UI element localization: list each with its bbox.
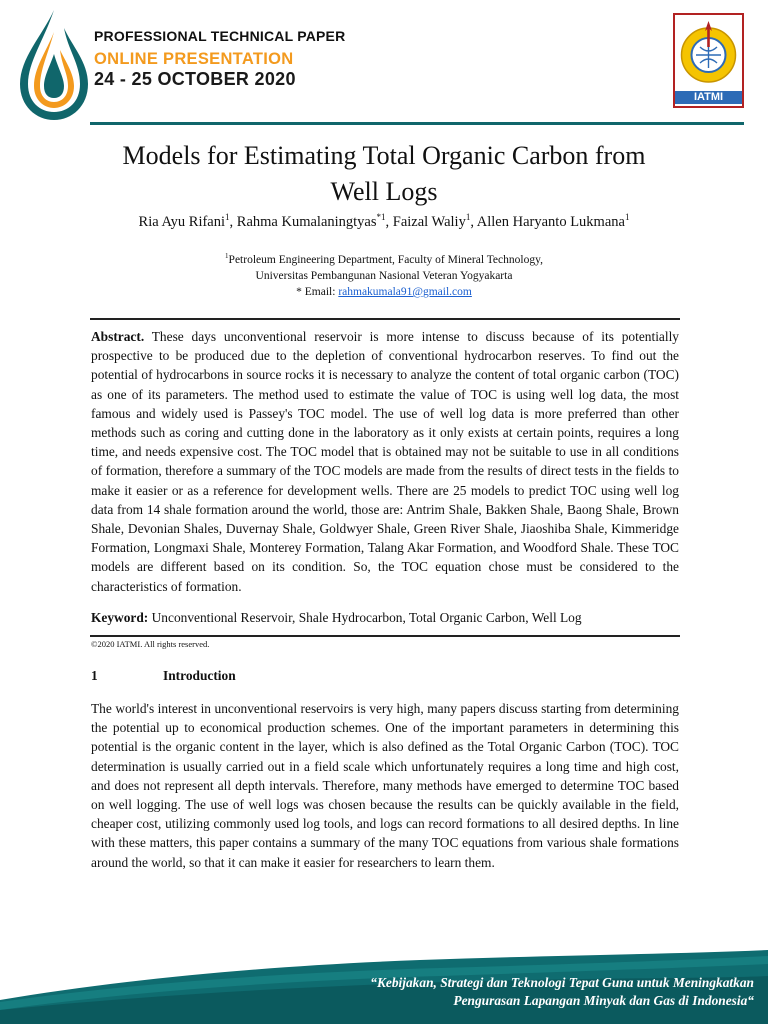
affiliation-mark: 1 — [225, 252, 229, 260]
author-name: Rahma Kumalaningtyas — [236, 213, 377, 230]
paper-title-line2: Well Logs — [330, 177, 438, 206]
keyword-text: Unconventional Reservoir, Shale Hydrocarbon, Total Organic Carbon, Well Log — [151, 610, 582, 625]
conference-banner — [94, 28, 345, 90]
author-affil-mark: 1 — [225, 212, 230, 222]
abstract — [91, 327, 679, 596]
section-heading — [91, 668, 236, 684]
iatmi-logo — [673, 13, 744, 108]
header-divider — [90, 122, 744, 125]
conference-drop-logo-icon — [14, 6, 94, 122]
abstract-label: Abstract. — [91, 329, 145, 344]
section-number: 1 — [91, 668, 98, 683]
abstract-text: These days unconventional reservoir is more intense to discuss because of its potentially prospective to be produced due to the depletion of conventional hydrocarbon reserves. To find out the potential of hydrocarbons in source rocks it is necessary to analyze the content of total organic carbon (TOC) as one of its parameters. The method used to estimate the value of TOC is using well log data, the most famous and widely used is Passey's TOC model. The use of well log data is more preferred than other methods such as coring and cutting done in the laboratory as it only exists at certain points, requires a long time, and needs expensive cost. The TOC model that is obtained may not be suitable to use in all conditions of formation, therefore a summary of the TOC models are made from the results of direct tests in the fields to make it easier or as a reference for development wells. There are 25 models to predict TOC using well log data from 14 shale formation around the world, those are: Antrim Shale, Bakken Shale, Baong Shale, Brown Shale, Devonian Shales, Duvernay Shale, Goldwyer Shale, Green River Shale, Jiaoshiba Shale, Kimmeridge Formation, Longmaxi Shale, Monterey Formation, Talang Akar Formation, and Woodford Shale. These TOC models are different based on its condition. So, the TOC equation chose must be considered to the characteristics of formation. — [91, 329, 679, 594]
affiliation-block — [40, 248, 728, 300]
author-affil-mark: 1 — [465, 212, 471, 222]
footer-motto — [370, 974, 754, 1010]
abstract-top-rule — [90, 318, 680, 320]
page-header — [0, 0, 768, 126]
introduction-text: The world's interest in unconventional reservoirs is very high, many papers discuss starting from determining the potential up to economical production schemes. One of the important parameters in determining this potential is the organic content in the layer, which is also defined as the Total Organic Carbon (TOC). TOC determination is usually carried out in a field scale which unfortunately requires a long time and high cost, and does not represent all depth intervals. Therefore, many methods have emerged to determine TOC based on well logging. The use of well logs was chosen because the results can be quickly available in the field, cheaper cost, utilizing commonly used log tools, and logs can record formations to all desired depths. In line with these matters, this paper contains a summary of the many TOC equations from various shale formations around the world, so that it can make it easier for researchers to learn them. — [91, 701, 679, 870]
copyright-notice: ©2020 IATMI. All rights reserved. — [91, 639, 210, 649]
iatmi-emblem-icon — [675, 17, 742, 93]
paper-title — [40, 138, 728, 210]
author-list: Ria Ayu Rifani$^1$, Rahma Kumalaningtyas$^{*1}$, Faizal Waliy$^1$, Allen Haryanto Lukmana$^1$ — [138, 212, 630, 230]
affiliation-department: Petroleum Engineering Department, Faculty of Mineral Technology, — [228, 253, 543, 266]
author-name: Faizal Waliy — [392, 213, 466, 230]
footer-motto-line1: “Kebijakan, Strategi dan Teknologi Tepat Guna untuk Meningkatkan — [370, 975, 754, 990]
corresponding-email-link[interactable]: rahmakumala91@gmail.com — [338, 285, 472, 298]
author-affil-mark: 1 — [624, 212, 630, 222]
affiliation-university: Universitas Pembangunan Nasional Veteran Yogyakarta — [255, 269, 513, 282]
paper-title-line1: Models for Estimating Total Organic Carbon from — [122, 141, 646, 170]
iatmi-logo-text: IATMI — [675, 91, 742, 104]
author-name: Allen Haryanto Lukmana — [476, 213, 625, 230]
author-name: Ria Ayu Rifani — [138, 213, 226, 230]
conference-dates: 24 - 25 OCTOBER 2020 — [94, 69, 296, 89]
email-label: * Email: — [296, 285, 339, 298]
keywords — [91, 610, 679, 626]
keyword-label: Keyword: — [91, 610, 149, 625]
conference-mode: ONLINE PRESENTATION — [94, 50, 294, 68]
footer-motto-line2: Pengurasan Lapangan Minyak dan Gas di Indonesia“ — [453, 993, 754, 1008]
author-affil-mark: *1 — [376, 212, 386, 222]
conference-type: PROFESSIONAL TECHNICAL PAPER — [94, 28, 346, 44]
abstract-bottom-rule — [90, 635, 680, 637]
section-title: Introduction — [163, 668, 236, 683]
